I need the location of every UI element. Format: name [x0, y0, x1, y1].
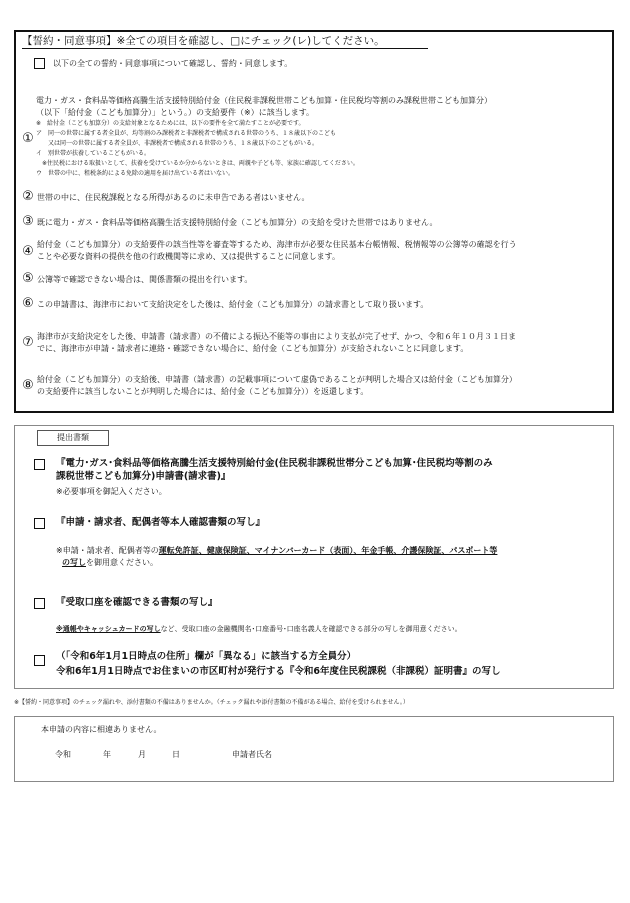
doc-application-checkbox[interactable] — [34, 459, 45, 470]
item-1-note: 又は同一の世帯に属する者全員が、非課税者で構成される世帯のうち、１８歳以下のこどもがいる。 — [36, 140, 319, 147]
doc-bank-title: 『受取口座を確認できる書類の写し』 — [56, 597, 218, 608]
item-1-line-2: （以下「給付金（こども加算分）」という。）の支給要件（※）に該当します。 — [36, 108, 315, 117]
item-3-line-1: 既に電力・ガス・食料品等価格高騰生活支援特別給付金（こども加算分）の支給を受けた世帯ではありません。 — [37, 218, 438, 227]
agree-all-label: 以下の全ての誓約・同意事項について確認し、誓約・同意します。 — [53, 59, 293, 68]
item-8-marker: ⑧ — [22, 378, 34, 393]
doc-id-note-2: の写しを御用意ください。 — [62, 558, 158, 567]
item-1-note: イ 別世帯が扶養しているこどもがいる。 — [36, 150, 151, 157]
footnote: ※【誓約・同意事項】のチェック漏れや、添付書類の不備はありませんか。（チェック漏れや添付書類の不備がある場合、給付を受けられません。） — [14, 699, 409, 706]
item-2-line-1: 世帯の中に、住民税課税となる所得があるのに未申告である者はいません。 — [37, 193, 310, 202]
doc-id-note: ※申請・請求者、配偶者等の運転免許証、健康保険証、マイナンバーカード（表面）、年金手帳、介護保険証、パスポート等 — [56, 546, 498, 555]
doc-tax-cert-title: 令和6年1月1日時点でお住まいの市区町村が発行する『令和6年度住民税課税（非課税）証明書』の写し — [56, 666, 501, 677]
item-6-marker: ⑥ — [22, 296, 34, 311]
item-1-note: ア 同一の世帯に属する者全員が、均等割のみ課税者と非課税者で構成される世帯のうち、１８歳以下のこども — [36, 130, 337, 137]
doc-id-checkbox[interactable] — [34, 518, 45, 529]
date-year-label: 年 — [103, 750, 111, 759]
item-8-line-2: の支給要件に該当しないことが判明した場合には、給付金（こども加算分））を返還します。 — [37, 387, 369, 396]
doc-application-title: 『電力･ガス･食料品等価格高騰生活支援特別給付金(住民税非課税世帯分こども加算･住民税均等割のみ — [56, 458, 493, 469]
date-era-label: 令和 — [55, 750, 71, 759]
item-7-line-1: 海津市が支給決定をした後、申請書（請求書）の不備による振込不能等の事由により支払が完了せず、かつ、令和６年１０月３１日ま — [37, 332, 517, 341]
doc-application-title-2: 課税世帯こども加算分)申請書(請求書)』 — [56, 471, 231, 482]
item-4-line-2: ことや必要な資料の提供を他の行政機関等に求め、又は提供することに同意します。 — [37, 252, 341, 261]
declaration-statement: 本申請の内容に相違ありません。 — [41, 725, 162, 734]
item-2-marker: ② — [22, 189, 34, 204]
doc-application-note: ※必要事項を御記入ください。 — [56, 487, 167, 496]
doc-id-title: 『申請・請求者、配偶者等本人確認書類の写し』 — [56, 517, 266, 528]
item-1-marker: ① — [22, 131, 34, 146]
item-7-line-2: でに、海津市が申請・請求者に連絡・確認できない場合に、給付金（こども加算分）が支給されないことに同意します。 — [37, 344, 469, 353]
item-1-line-1: 電力・ガス・食料品等価格高騰生活支援特別給付金（住民税非課税世帯こども加算・住民税均等割のみ課税世帯こども加算分） — [36, 96, 492, 105]
item-5-marker: ⑤ — [22, 271, 34, 286]
item-1-note: ※ 給付金（こども加算分）の支給対象となるためには、以下の要件を全て満たすことが必要です。 — [36, 120, 305, 127]
item-1-note: ※住民税における取扱いとして、扶養を受けているか分からないときは、両親や子ども等、家族に確認してください。 — [36, 160, 359, 167]
date-month-label: 月 — [138, 750, 146, 759]
item-7-marker: ⑦ — [22, 335, 34, 350]
submit-documents-label: 提出書類 — [37, 430, 109, 446]
doc-tax-cert-condition: （「令和6年1月1日時点の住所」欄が「異なる」に該当する方全員分） — [56, 651, 357, 662]
item-4-marker: ④ — [22, 244, 34, 259]
pledge-header: 【誓約・同意事項】※全ての項目を確認し、□にチェック(レ)してください。 — [22, 35, 385, 47]
item-5-line-1: 公簿等で確認できない場合は、関係書類の提出を行います。 — [37, 275, 253, 284]
header-underline — [22, 48, 428, 49]
date-day-label: 日 — [172, 750, 180, 759]
item-1-note: ウ 世帯の中に、租税条約による免除の適用を届け出ている者はいない。 — [36, 170, 235, 177]
doc-bank-note: ※通帳やキャッシュカードの写しなど、受取口座の金融機関名･口座番号･口座名義人を確認できる部分の写しを御用意ください。 — [56, 625, 462, 633]
item-6-line-1: この申請書は、海津市において支給決定をした後は、給付金（こども加算分）の請求書として取り扱います。 — [37, 300, 429, 309]
item-4-line-1: 給付金（こども加算分）の支給要件の該当性等を審査等するため、海津市が必要な住民基本台帳情報、税情報等の公簿等の確認を行う — [37, 240, 517, 249]
doc-bank-checkbox[interactable] — [34, 598, 45, 609]
item-8-line-1: 給付金（こども加算分）の支給後、申請書（請求書）の記載事項について虚偽であることが判明した場合又は給付金（こども加算分） — [37, 375, 517, 384]
doc-tax-cert-checkbox[interactable] — [34, 655, 45, 666]
signer-name-label: 申請者氏名 — [232, 750, 272, 759]
item-3-marker: ③ — [22, 214, 34, 229]
agree-all-checkbox[interactable] — [34, 58, 45, 69]
